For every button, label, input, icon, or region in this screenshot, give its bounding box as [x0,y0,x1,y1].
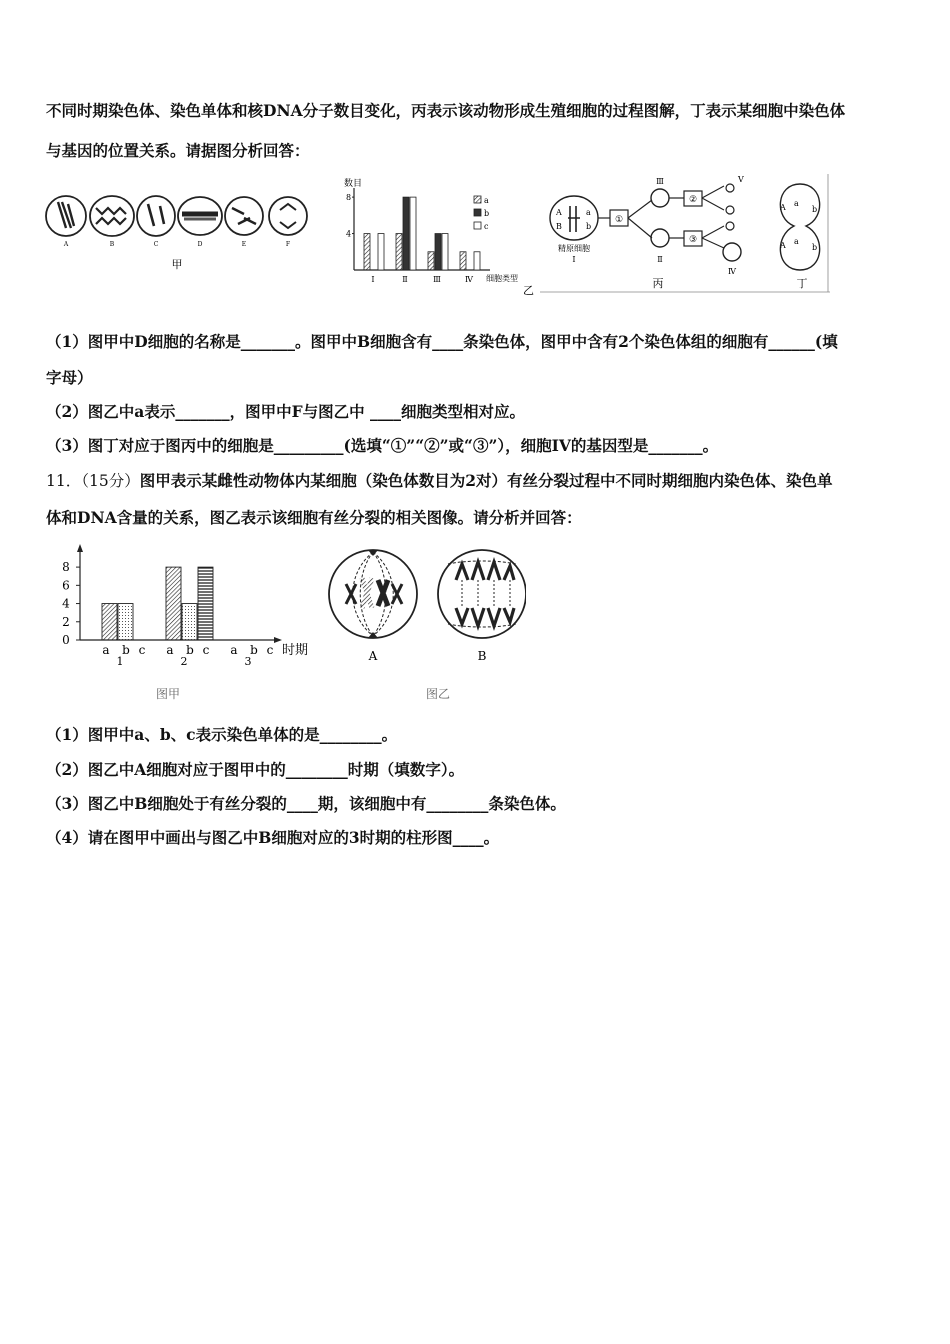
cell-a [46,196,86,236]
svg-text:b: b [586,222,592,231]
yi-bar [364,234,370,270]
q11-part-3: （3）图乙中B细胞处于有丝分裂的____期，该细胞中有________条染色体。 [46,794,566,813]
q11-bar-label: b [250,643,258,657]
q11-bar-label: b [122,643,130,657]
q10-part-1a: （1）图甲中D细胞的名称是_______。图甲中B细胞含有____条染色体，图甲中含有2个染色体组的细胞有______(填 [46,332,838,351]
cell-b [90,196,134,236]
yi-category-label: Ⅰ [371,275,375,284]
svg-text:Ⅰ: Ⅰ [572,255,576,264]
q11-period-label: 2 [180,655,188,668]
svg-text:A: A [780,203,786,212]
svg-text:a: a [794,199,799,208]
svg-text:Ⅳ: Ⅳ [728,267,736,276]
cell-stage-3 [651,189,669,207]
q11-bar [118,604,133,640]
figure-bing-diagram [540,174,772,298]
svg-text:A: A [780,241,786,250]
yi-bar [442,234,448,270]
caption-bing: 丙 [652,277,664,290]
yi-category-label: Ⅲ [433,275,441,284]
yi-legend-swatch [474,222,481,229]
label-cell-b: B [477,649,487,663]
q11-bar-label: b [186,643,194,657]
q11-bar [102,604,117,640]
cell-letter: C [153,241,159,248]
yi-legend-label: a [484,196,489,205]
q11-number: 11．（15分） [46,472,140,490]
q11-xlabel: 时期 [282,643,309,658]
yi-bar [403,197,409,270]
cell-f [269,197,307,235]
q10-part-3: （3）图丁对应于图丙中的细胞是_________(选填“①”“②”或“③”），细胞IV的基因型是_______。 [46,436,719,455]
q11-part-2: （2）图乙中A细胞对应于图甲中的________时期（填数字）。 [46,760,465,779]
cell-q11-a [329,550,417,638]
caption-q11-yi: 图乙 [425,687,451,701]
yi-bar [410,197,416,270]
yi-bar [474,252,480,270]
cell-letter: B [109,241,115,248]
q11-bar-label: a [230,643,238,657]
svg-text:b: b [812,243,818,252]
cell-e [225,197,263,235]
yi-bar [428,252,434,270]
svg-text:③: ③ [688,235,698,245]
svg-text:Ⅱ: Ⅱ [657,255,663,264]
yi-legend-label: b [484,209,490,218]
yi-tick-label: 4 [346,229,352,239]
yi-legend-swatch [474,196,481,203]
q11-part-1: （1）图甲中a、b、c表示染色单体的是________。 [46,725,398,744]
figure-q11-yi-cells [326,544,526,706]
yi-bar [435,234,441,270]
q10-part-1b: 字母） [46,368,93,387]
intro-line-2: 与基因的位置关系。请据图分析回答： [46,141,310,160]
svg-text:b: b [812,205,818,214]
svg-text:A: A [556,208,562,217]
q11-stem-2: 体和DNA含量的关系，图乙表示该细胞有丝分裂的相关图像。请分析并回答： [46,508,582,527]
figure-jia-cells [44,188,310,278]
cell-stage-2 [651,229,669,247]
q11-tick-label: 4 [62,596,70,611]
q11-tick-label: 8 [62,560,70,575]
q11-bar [198,567,213,640]
cell-letter: A [63,241,69,248]
q11-bar-label: c [202,643,210,657]
yi-xlabel: 细胞类型 [486,274,518,283]
q11-bar-label: c [138,643,146,657]
cell-d [178,197,222,235]
q11-period-label: 3 [244,655,252,668]
yi-category-label: Ⅳ [465,275,473,284]
figure-q11-jia-chart [50,540,320,706]
yi-bar [460,252,466,270]
intro-line-1: 不同时期染色体、染色单体和核DNA分子数目变化，丙表示该动物形成生殖细胞的过程图解，丁表示某细胞中染色体 [46,101,846,120]
svg-text:B: B [556,222,562,231]
caption-ding: 丁 [796,277,808,290]
q11-bar [182,604,197,640]
svg-text:Ⅴ: Ⅴ [738,175,744,184]
cell-stage-4 [723,243,741,261]
cell-letter: E [241,241,247,248]
start-label: 精原细胞 [558,244,590,253]
svg-text:①: ① [614,215,624,225]
cell-c [137,196,175,236]
yi-bar [396,234,402,270]
yi-legend-label: c [484,222,489,231]
yi-ylabel: 数目 [344,179,363,189]
q11-tick-label: 6 [62,578,70,593]
caption-q11-jia: 图甲 [155,687,181,701]
q11-bar-label: a [166,643,174,657]
q11-bar-label: c [266,643,274,657]
yi-tick-label: 8 [346,193,352,203]
yi-legend-swatch [474,209,481,216]
svg-text:a: a [586,208,591,217]
q11-part-4: （4）请在图甲中画出与图乙中B细胞对应的3时期的柱形图____。 [46,828,500,847]
figure-ding-cell [772,174,834,298]
cell-q11-b [438,550,526,638]
cell-letter: F [285,241,291,248]
q11-tick-label: 2 [62,614,70,629]
svg-text:a: a [794,237,799,246]
yi-category-label: Ⅱ [402,275,408,284]
caption-jia: 甲 [171,258,183,271]
q10-part-2: （2）图乙中a表示_______，图甲中F与图乙中 ____细胞类型相对应。 [46,402,525,421]
q11-stem-1: 11．（15分）图甲表示某雌性动物体内某细胞（染色体数目为2对）有丝分裂过程中不同时期细胞内染色体、染色单 [46,471,833,490]
svg-text:Ⅲ: Ⅲ [656,177,664,186]
q11-bar [166,567,181,640]
cell-letter: D [197,241,203,248]
q11-bar-label: a [102,643,110,657]
q11-tick-label: 0 [62,633,70,647]
yi-bar [378,234,384,270]
sperm-mother-cell [550,196,598,240]
figure-yi-chart [330,174,540,298]
label-cell-a: A [368,649,378,663]
q11-period-label: 1 [116,655,124,668]
svg-text:②: ② [688,195,698,205]
caption-yi: 乙 [523,284,534,297]
